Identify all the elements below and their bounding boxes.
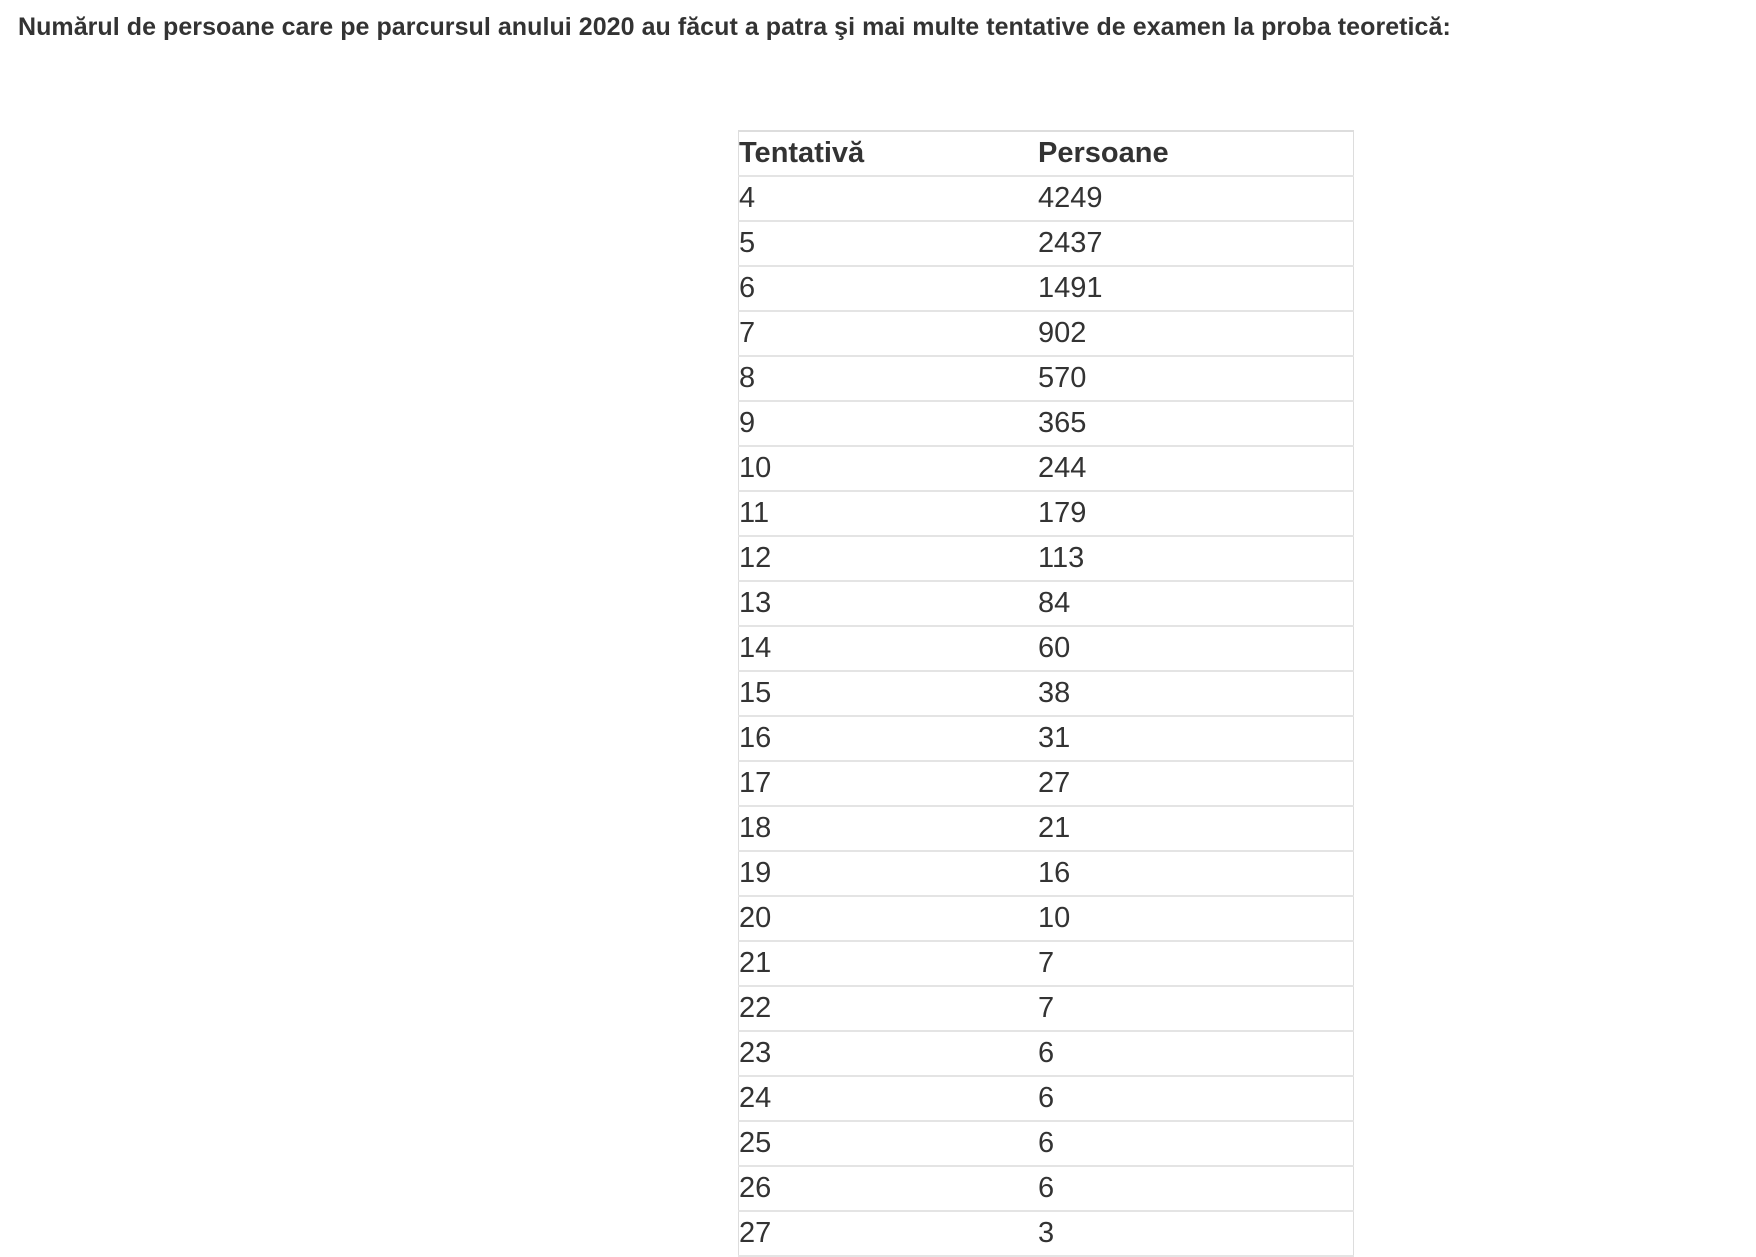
table-row: [739, 671, 1354, 716]
table-row: [739, 581, 1354, 626]
persons-count-cell: 244: [1038, 446, 1353, 491]
persons-count-cell: 7: [1038, 941, 1353, 986]
table-row: [739, 491, 1354, 536]
table-row: [739, 311, 1354, 356]
attempt-number-cell: 26: [739, 1166, 1039, 1211]
attempt-number-cell: 24: [739, 1076, 1039, 1121]
attempt-number-cell: 14: [739, 626, 1039, 671]
persons-count-cell: 60: [1038, 626, 1353, 671]
attempt-number-cell: 18: [739, 806, 1039, 851]
persons-count-cell: 31: [1038, 716, 1353, 761]
attempt-number-cell: 11: [739, 491, 1039, 536]
persons-count-cell: 365: [1038, 401, 1353, 446]
attempt-number-cell: 22: [739, 986, 1039, 1031]
persons-count-cell: 2437: [1038, 221, 1353, 266]
table-header: [739, 131, 1354, 176]
persons-count-cell: 6: [1038, 1166, 1353, 1211]
page-title: Numărul de persoane care pe parcursul anului 2020 au făcut a patra şi mai multe tentative de examen la proba teoretică:: [18, 13, 1451, 41]
table-row: [739, 1076, 1354, 1121]
attempt-number-cell: 25: [739, 1121, 1039, 1166]
persons-count-cell: 902: [1038, 311, 1353, 356]
table-body: [739, 176, 1354, 1256]
attempt-number-cell: 10: [739, 446, 1039, 491]
table-row: [739, 221, 1354, 266]
attempt-number-cell: 15: [739, 671, 1039, 716]
persons-count-cell: 16: [1038, 851, 1353, 896]
persons-count-cell: 4249: [1038, 176, 1353, 221]
table-row: [739, 941, 1354, 986]
attempt-number-cell: 9: [739, 401, 1039, 446]
persons-count-cell: 6: [1038, 1121, 1353, 1166]
attempt-number-cell: 5: [739, 221, 1039, 266]
attempt-number-cell: 23: [739, 1031, 1039, 1076]
persons-count-cell: 21: [1038, 806, 1353, 851]
attempt-number-cell: 6: [739, 266, 1039, 311]
attempt-number-cell: 27: [739, 1211, 1039, 1256]
attempts-table: [738, 130, 1354, 1257]
persons-count-cell: 6: [1038, 1076, 1353, 1121]
table-row: [739, 716, 1354, 761]
table-row: [739, 896, 1354, 941]
table-row: [739, 626, 1354, 671]
persons-count-cell: 179: [1038, 491, 1353, 536]
attempt-number-cell: 13: [739, 581, 1039, 626]
persons-count-cell: 84: [1038, 581, 1353, 626]
persons-count-cell: 38: [1038, 671, 1353, 716]
attempt-number-cell: 12: [739, 536, 1039, 581]
persons-count-cell: 7: [1038, 986, 1353, 1031]
attempt-number-cell: 7: [739, 311, 1039, 356]
attempt-number-cell: 4: [739, 176, 1039, 221]
column-header-tentativa: Tentativă: [739, 131, 1039, 176]
persons-count-cell: 3: [1038, 1211, 1353, 1256]
persons-count-cell: 10: [1038, 896, 1353, 941]
persons-count-cell: 27: [1038, 761, 1353, 806]
attempt-number-cell: 17: [739, 761, 1039, 806]
table-row: [739, 266, 1354, 311]
table-row: [739, 986, 1354, 1031]
attempt-number-cell: 16: [739, 716, 1039, 761]
persons-count-cell: 113: [1038, 536, 1353, 581]
table-row: [739, 446, 1354, 491]
attempt-number-cell: 8: [739, 356, 1039, 401]
table-row: [739, 356, 1354, 401]
attempt-number-cell: 19: [739, 851, 1039, 896]
table-row: [739, 1031, 1354, 1076]
table-row: [739, 851, 1354, 896]
table-row: [739, 536, 1354, 581]
attempt-number-cell: 21: [739, 941, 1039, 986]
attempt-number-cell: 20: [739, 896, 1039, 941]
table-row: [739, 1121, 1354, 1166]
table-row: [739, 401, 1354, 446]
table-row: [739, 1211, 1354, 1256]
persons-count-cell: 570: [1038, 356, 1353, 401]
persons-count-cell: 1491: [1038, 266, 1353, 311]
table-row: [739, 806, 1354, 851]
column-header-persoane: Persoane: [1038, 131, 1353, 176]
table-row: [739, 1166, 1354, 1211]
table-row: [739, 176, 1354, 221]
table-header-row: [739, 131, 1354, 176]
table-row: [739, 761, 1354, 806]
persons-count-cell: 6: [1038, 1031, 1353, 1076]
